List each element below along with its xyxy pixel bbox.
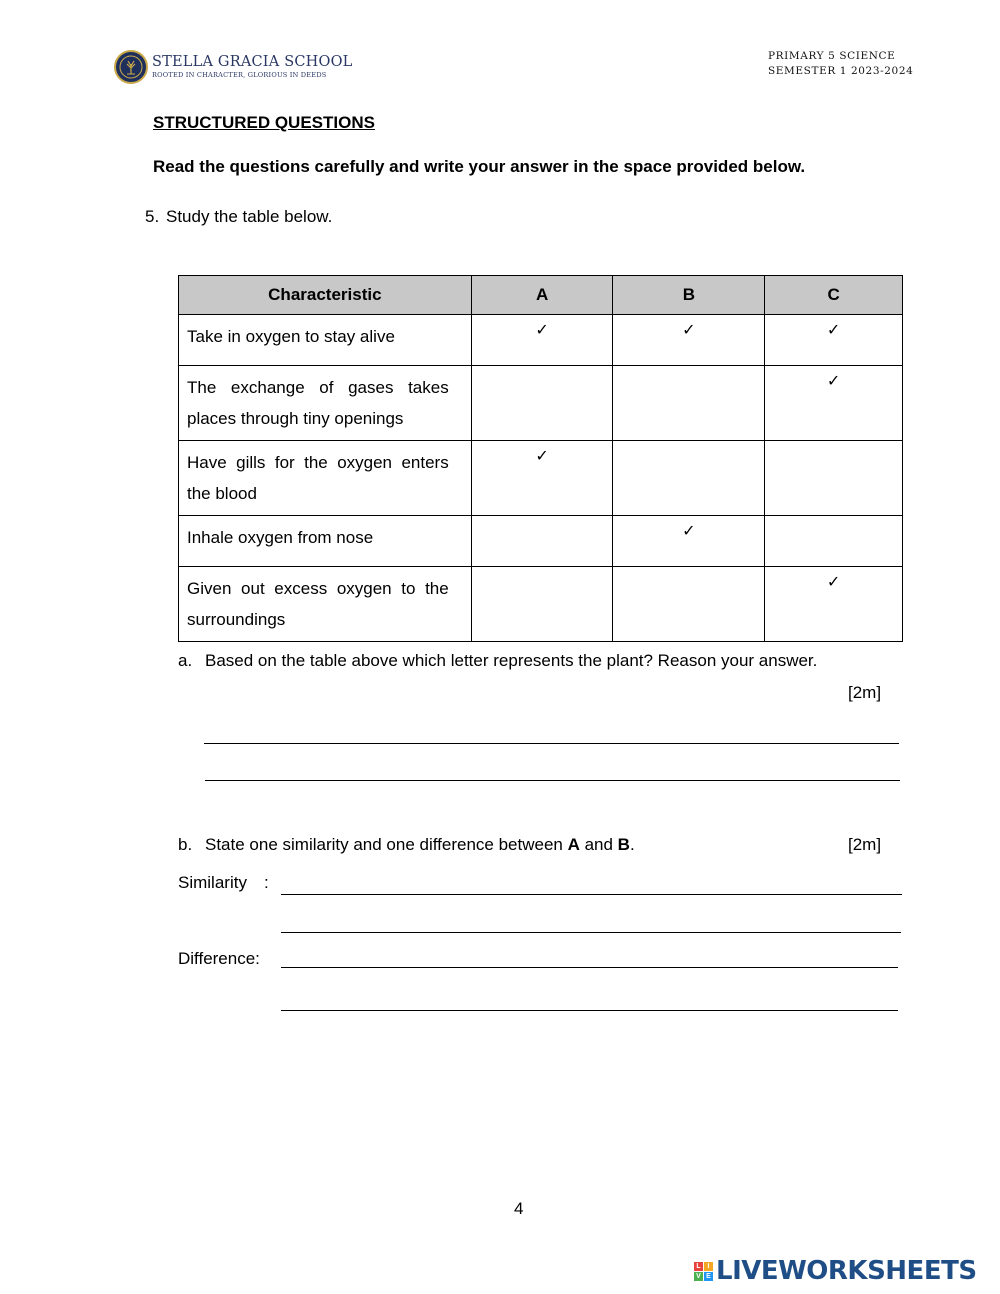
checkmark-icon: ✓: [613, 516, 765, 567]
part-a-question: Based on the table above which letter represents the plant? Reason your answer.: [205, 651, 818, 670]
section-title: STRUCTURED QUESTIONS: [153, 113, 375, 132]
similarity-colon: :: [264, 873, 269, 892]
live-block-e: E: [704, 1272, 713, 1281]
part-a-answer-line-1[interactable]: [204, 743, 899, 744]
difference-label: Difference:: [178, 949, 260, 968]
live-block-v: V: [694, 1272, 703, 1281]
empty-cell: [613, 441, 765, 516]
difference-answer-line-2[interactable]: [281, 1010, 898, 1011]
part-b-bold-a: A: [567, 835, 580, 854]
checkmark-icon: ✓: [765, 567, 903, 642]
part-a-answer-line-2[interactable]: [205, 780, 900, 781]
part-b-text-1: State one similarity and one difference between: [205, 835, 568, 854]
question-text: Study the table below.: [166, 207, 333, 226]
similarity-answer-line-1[interactable]: [281, 894, 902, 895]
col-header-a: A: [471, 276, 613, 315]
characteristic-cell: Have gills for the oxygen enters the blood: [179, 441, 472, 516]
characteristic-cell: Given out excess oxygen to the surroundings: [179, 567, 472, 642]
school-logo: [114, 50, 352, 84]
liveworksheets-logo: [694, 1256, 977, 1286]
similarity-label: Similarity: [178, 873, 247, 892]
part-b-question: [205, 835, 635, 855]
empty-cell: [471, 567, 613, 642]
header-info: [768, 49, 913, 79]
part-b-text-2: and: [579, 835, 618, 854]
table-row: [179, 567, 903, 642]
checkmark-icon: ✓: [613, 315, 765, 366]
difference-answer-line-1[interactable]: [281, 967, 898, 968]
checkmark-icon: ✓: [765, 366, 903, 441]
school-name: STELLA GRACIA SCHOOL: [152, 54, 353, 71]
empty-cell: [471, 366, 613, 441]
similarity-answer-line-2[interactable]: [281, 932, 901, 933]
school-motto: ROOTED IN CHARACTER, GLORIOUS IN DEEDS: [152, 70, 327, 79]
part-b-label: b.: [178, 835, 193, 854]
part-b-bold-b: B: [617, 835, 630, 854]
empty-cell: [613, 366, 765, 441]
live-block-l: L: [694, 1262, 703, 1271]
liveworksheets-text: LIVEWORKSHEETS: [716, 1256, 977, 1286]
characteristic-cell: The exchange of gases takes places through tiny openings: [179, 366, 472, 441]
checkmark-icon: ✓: [765, 315, 903, 366]
page-number: 4: [514, 1199, 524, 1218]
empty-cell: [613, 567, 765, 642]
table-row: [179, 516, 903, 567]
empty-cell: [765, 441, 903, 516]
characteristics-table: [178, 275, 903, 642]
characteristic-cell: Inhale oxygen from nose: [179, 516, 472, 567]
empty-cell: [765, 516, 903, 567]
liveworksheets-blocks-icon: [694, 1262, 713, 1281]
live-block-i: I: [704, 1262, 713, 1271]
part-b-text-3: .: [629, 835, 635, 854]
table-row: [179, 441, 903, 516]
col-header-characteristic: Characteristic: [179, 276, 472, 315]
part-a-marks: [2m]: [848, 683, 882, 702]
characteristic-cell: Take in oxygen to stay alive: [179, 315, 472, 366]
subject-label: PRIMARY 5 SCIENCE: [768, 50, 896, 62]
checkmark-icon: ✓: [471, 315, 613, 366]
checkmark-icon: ✓: [471, 441, 613, 516]
table-row: [179, 366, 903, 441]
table-header-row: [179, 276, 903, 315]
school-crest-icon: [114, 50, 148, 84]
empty-cell: [471, 516, 613, 567]
table-row: [179, 315, 903, 366]
part-b-marks: [2m]: [848, 835, 882, 854]
col-header-c: C: [765, 276, 903, 315]
part-a-label: a.: [178, 651, 193, 670]
semester-label: SEMESTER 1 2023-2024: [768, 65, 914, 77]
instruction-text: Read the questions carefully and write your answer in the space provided below.: [153, 157, 806, 176]
col-header-b: B: [613, 276, 765, 315]
question-number: 5.: [145, 207, 160, 226]
